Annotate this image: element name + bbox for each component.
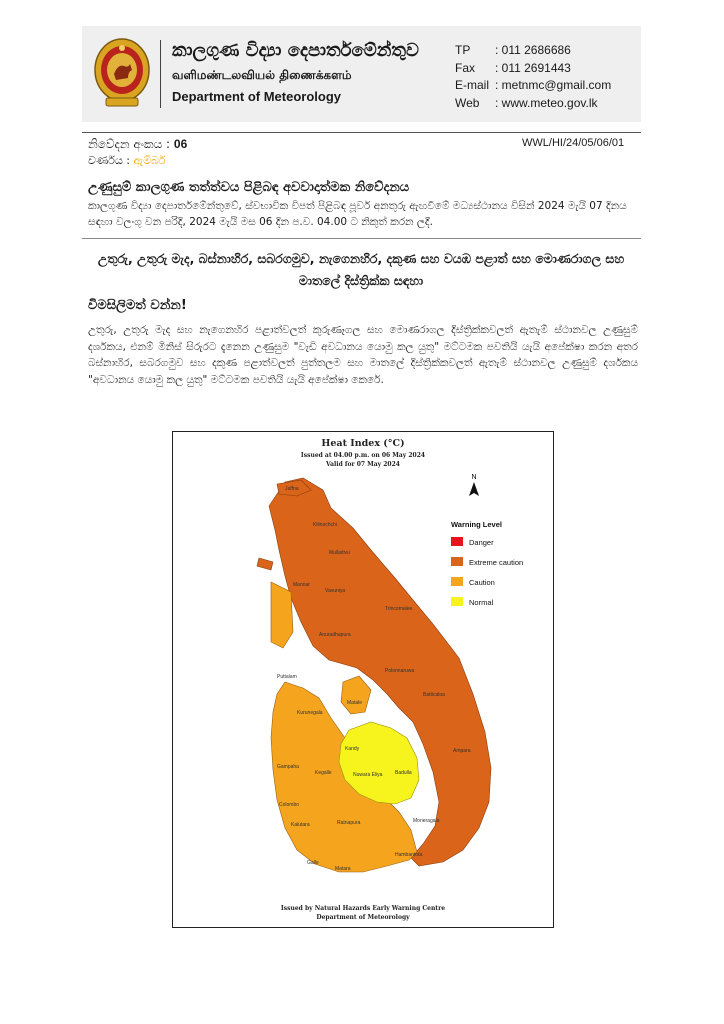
- sri-lanka-emblem-icon: [92, 36, 152, 110]
- warning-level-value: ඇම්බර්: [133, 154, 166, 167]
- contact-block: [455, 42, 611, 112]
- caution-heading: විමසිලිමත් වන්න!: [88, 298, 187, 313]
- district-label: Moneragala: [413, 818, 440, 824]
- contact-label: E-mail: [455, 78, 490, 92]
- map-legend: [451, 520, 523, 607]
- contact-value: : 011 2691443: [495, 60, 571, 75]
- bulletin-body: උතුරු, උතුරු මැද සහ නැගෙනහිර පළාත්වලත් කුරුණෑගල සහ මොණරාගල දිස්ත්‍රික්කවලත් ඇතැම් ස්ථානවල උණුසුම් දර්ශකය, එනම් මිනිස් සිරුරට දැනෙන උණුසුම "වැඩි අවධානය යොමු කල යුතු" මට්ටමක පවතියි යැයි අපේක්ෂා කරන අතර බස්නාහිර, සබරගමුව සහ දකුණ පළාත්වලත් පුත්තලම සහ මාතලේ දිස්ත්‍රික්කවලත් ඇතැම් ස්ථානවල උණුසුම් දර්ශකය "අවධානය යොමු කල යුතු" මට්ටමක පවතියි යැයි අපේක්ෂා කෙරේ.: [88, 324, 638, 386]
- north-arrow-icon: [469, 474, 479, 496]
- legend-swatch: [451, 577, 463, 586]
- contact-label: Fax: [455, 60, 476, 75]
- districts-heading: උතුරු, උතුරු මැද, බස්නාහිර, සබරගමුව, නැගෙනහිර, දකුණ සහ වයඹ පළාත් සහ මොණරාගල සහ මාතලේ දිස්ත්‍රික්ක සඳහා: [97, 251, 625, 288]
- legend-label: Caution: [469, 578, 495, 587]
- map-issued: Issued at 04.00 p.m. on 06 May 2024: [300, 452, 426, 459]
- district-label: Nuwara Eliya: [353, 772, 383, 778]
- contact-row-fax: [455, 60, 611, 78]
- district-label: Puttalam: [277, 674, 297, 680]
- district-label: Colombo: [279, 802, 300, 808]
- map-footer-department: Department of Meteorology: [316, 914, 410, 921]
- district-label: Badulla: [395, 770, 412, 776]
- legend-swatch: [451, 557, 463, 566]
- legend-item: [451, 537, 494, 547]
- legend-label: Danger: [469, 538, 494, 547]
- district-label: Kegalle: [315, 770, 332, 776]
- district-label: Batticaloa: [423, 692, 445, 698]
- contact-row-tp: [455, 42, 611, 60]
- district-label: Mannar: [293, 582, 310, 588]
- district-label: Hambantota: [395, 852, 423, 858]
- district-label: Ratnapura: [337, 820, 361, 826]
- section-divider: [82, 238, 641, 239]
- org-name-tamil: வளிமண்டலவியல் திணைக்களம்: [172, 68, 352, 82]
- legend-item: [451, 557, 523, 567]
- district-label: Ampara: [453, 748, 471, 754]
- website-link[interactable]: : www.meteo.gov.lk: [495, 95, 598, 110]
- legend-item: [451, 577, 495, 587]
- contact-value: : 011 2686686: [495, 43, 571, 57]
- district-label: Trincomalee: [385, 606, 413, 612]
- map-footer-issuer: Issued by Natural Hazards Early Warning Centre: [280, 905, 446, 912]
- bulletin-number-label: නිවේදන අංකය :: [88, 137, 174, 151]
- map-valid: Valid for 07 May 2024: [326, 461, 400, 468]
- legend-label: Extreme caution: [469, 558, 524, 567]
- org-name-sinhala: කාලගුණ විද්‍යා දෙපාර්තමේන්තුව: [172, 40, 419, 61]
- heat-index-map: [172, 431, 554, 928]
- district-label: Matale: [347, 700, 363, 706]
- warning-level-row: [88, 154, 165, 168]
- contact-row-web: [455, 95, 611, 113]
- header-divider: [160, 40, 161, 108]
- district-label: Matara: [335, 866, 351, 872]
- bulletin-number-value: 06: [173, 137, 188, 151]
- district-label: Kurunegala: [297, 710, 323, 716]
- north-label: N: [471, 474, 477, 481]
- legend-item: [451, 597, 494, 607]
- district-label: Kilinochchi: [313, 522, 337, 528]
- bulletin-number: [88, 137, 187, 152]
- district-label: Kandy: [345, 746, 360, 752]
- contact-label: TP: [455, 43, 471, 57]
- legend-title: Warning Level: [451, 520, 502, 529]
- email-link[interactable]: : metnmc@gmail.com: [495, 78, 612, 92]
- warning-level-label: වර්ණය :: [88, 154, 134, 167]
- district-label: Galle: [307, 860, 319, 866]
- legend-label: Normal: [469, 598, 494, 607]
- district-label: Gampaha: [277, 764, 299, 770]
- legend-swatch: [451, 597, 463, 606]
- mannar-island: [257, 558, 273, 570]
- district-label: Mullaitivu: [329, 550, 350, 556]
- contact-row-email: [455, 77, 611, 95]
- map-title: Heat Index (°C): [321, 438, 405, 449]
- reference-code: WWL/HI/24/05/06/01: [522, 137, 625, 149]
- district-label: Polonnaruwa: [385, 668, 415, 674]
- org-name-english: Department of Meteorology: [172, 89, 342, 104]
- map-canvas: [173, 432, 553, 927]
- district-label: Vavuniya: [325, 588, 346, 594]
- legend-swatch: [451, 537, 463, 546]
- district-label: Kalutara: [291, 822, 310, 828]
- district-label: Jaffna: [285, 486, 299, 492]
- contact-label: Web: [455, 95, 480, 110]
- bulletin-title: උණුසුම් කාලගුණ තත්ත්වය පිළිබඳ අවවාදාත්මක නිවේදනය: [88, 180, 410, 195]
- meta-rule: [82, 132, 641, 133]
- issued-statement: කාලගුණ විද්‍යා දෙපාර්තමේන්තුවේ, ස්වභාවික විපත් පිළිබඳ පූර්ව අනතුරු ඇඟවීමේ මධ්‍යස්ථානය විසින් 2024 මැයි 07 දිනය සඳහා වලංගු වන පරිදි, 2024 මැයි මස 06 දින ප.ව. 04.00 ට නිකුත් කරන ලදී.: [88, 200, 627, 228]
- district-label: Anuradhapura: [319, 632, 351, 638]
